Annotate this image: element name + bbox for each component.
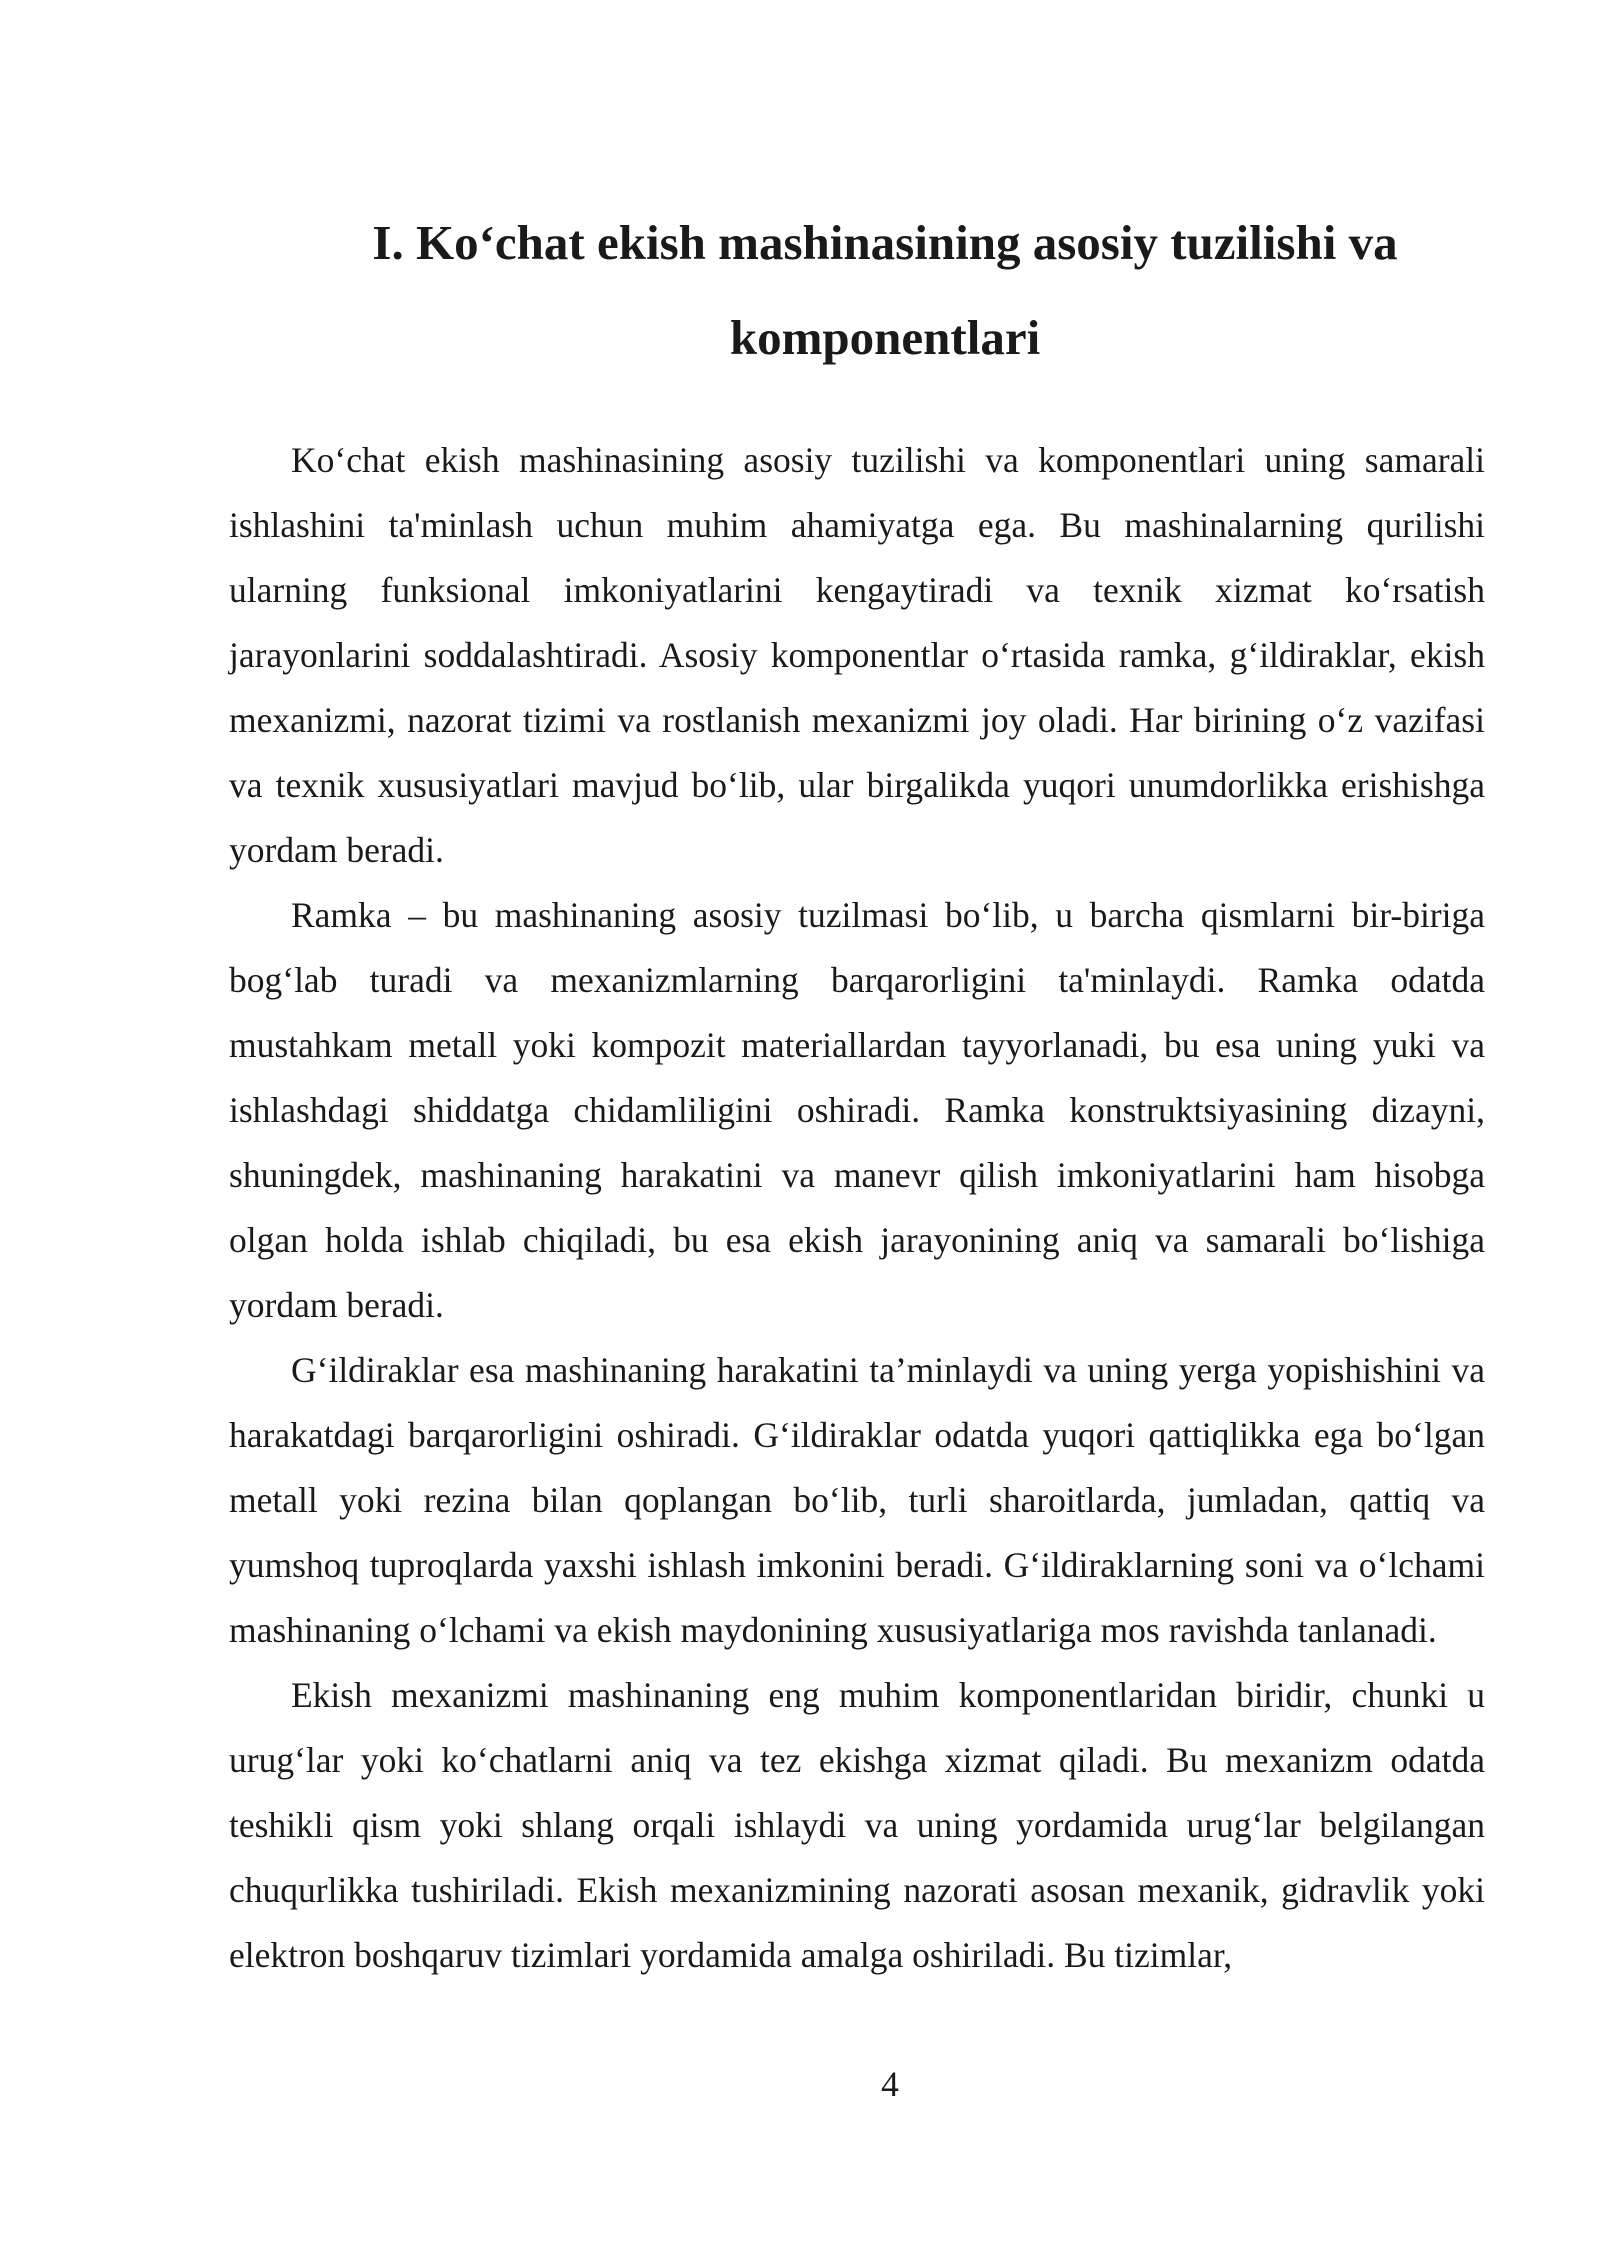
paragraph-frame: Ramka – bu mashinaning asosiy tuzilmasi bo‘lib, u barcha qismlarni bir-biriga bog‘lab turadi va mexanizmlarning barqarorligini ta'minlaydi. Ramka odatda mustahkam metall yoki kompozit materiallardan tayyorlanadi, bu esa uning yuki va ishlashdagi shiddatga chidamliligini oshiradi. Ramka konstruktsiyasining dizayni, shuningdek, mashinaning harakatini va manevr qilish imkoniyatlarini ham hisobga olgan holda ishlab chiqiladi, bu esa ekish jarayonining aniq va samarali bo‘lishiga yordam beradi.: [229, 895, 1485, 1325]
paragraph-wheels: G‘ildiraklar esa mashinaning harakatini ta’minlaydi va uning yerga yopishishini va harakatdagi barqarorligini oshiradi. G‘ildiraklar odatda yuqori qattiqlikka ega bo‘lgan metall yoki rezina bilan qoplangan bo‘lib, turli sharoitlarda, jumladan, qattiq va yumshoq tuproqlarda yaxshi ishlash imkonini beradi. G‘ildiraklarning soni va o‘lchami mashinaning o‘lchami va ekish maydonining xususiyatlariga mos ravishda tanlanadi.: [229, 1350, 1485, 1650]
section-title: I. Ko‘chat ekish mashinasining asosiy tuzilishi va komponentlari: [372, 215, 1398, 365]
paragraph-planting-mechanism: Ekish mexanizmi mashinaning eng muhim komponentlaridan biridir, chunki u urug‘lar yoki ko‘chatlarni aniq va tez ekishga xizmat qiladi. Bu mexanizm odatda teshikli qism yoki shlang orqali ishlaydi va uning yordamida urug‘lar belgilangan chuqurlikka tushiriladi. Ekish mexanizmining nazorati asosan mexanik, gidravlik yoki elektron boshqaruv tizimlari yordamida amalga oshiriladi. Bu tizimlar,: [229, 1675, 1485, 1975]
paragraph-intro: Ko‘chat ekish mashinasining asosiy tuzilishi va komponentlari uning samarali ishlashini ta'minlash uchun muhim ahamiyatga ega. Bu mashinalarning qurilishi ularning funksional imkoniyatlarini kengaytiradi va texnik xizmat ko‘rsatish jarayonlarini soddalashtiradi. Asosiy komponentlar o‘rtasida ramka, g‘ildiraklar, ekish mexanizmi, nazorat tizimi va rostlanish mexanizmi joy oladi. Har birining o‘z vazifasi va texnik xususiyatlari mavjud bo‘lib, ular birgalikda yuqori unumdorlikka erishishga yordam beradi.: [229, 440, 1485, 870]
body-text: [229, 428, 1485, 1988]
page-number: 4: [881, 2064, 899, 2104]
